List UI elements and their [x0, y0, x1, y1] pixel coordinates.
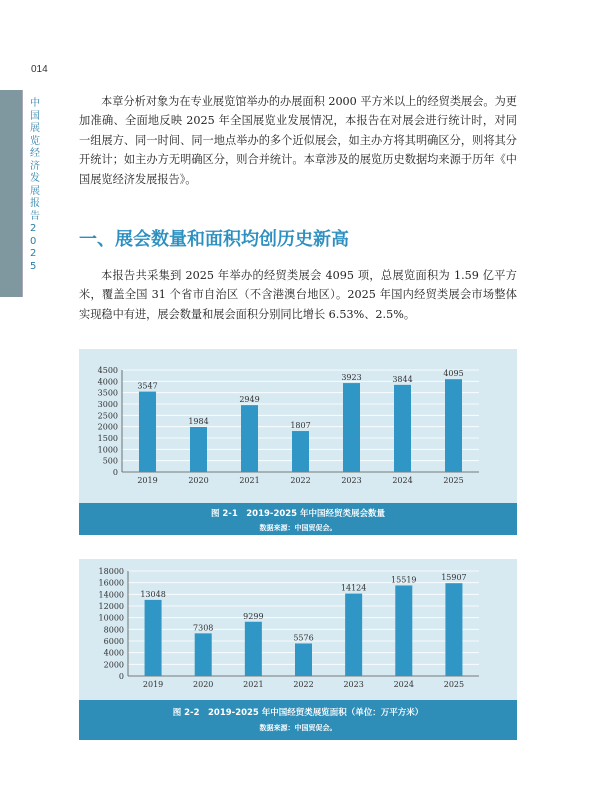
- data-label: 15519: [391, 575, 417, 585]
- figure-exhibition-area: [79, 559, 517, 740]
- y-tick-label: 4500: [97, 366, 118, 375]
- side-divider: [22, 90, 23, 297]
- x-tick-label: 2024: [393, 680, 414, 689]
- y-tick-label: 2000: [103, 660, 124, 670]
- y-tick-label: 12000: [98, 602, 124, 611]
- x-tick-label: 2020: [193, 680, 214, 689]
- data-label: 4095: [443, 369, 464, 379]
- figure-source: 数据来源：中国贸促会。: [259, 524, 337, 532]
- section-heading: 一、展会数量和面积均创历史新高: [79, 229, 349, 250]
- data-label: 14124: [340, 583, 367, 593]
- data-label: 1984: [188, 417, 209, 427]
- section-paragraph: 本报告共采集到 2025 年举办的经贸类展会 4095 项，总展览面积为 1.59 亿平方米，覆盖全国 31 个省市自治区（不含港澳台地区）。2025 年国内经贸类展会市场整体实现稳中有进，展会数量和展会面积分别同比增长 6.53%、2.5%。: [79, 269, 517, 321]
- bar: [241, 405, 258, 472]
- bar: [445, 379, 462, 472]
- y-tick-label: 1000: [97, 445, 118, 455]
- y-tick-label: 2000: [97, 422, 118, 432]
- bar: [345, 594, 362, 676]
- bar: [445, 583, 462, 676]
- y-tick-label: 16000: [98, 578, 124, 588]
- figure-caption-box: [79, 700, 517, 740]
- y-tick-label: 10000: [98, 613, 124, 623]
- x-tick-label: 2023: [343, 680, 364, 689]
- data-label: 1807: [290, 421, 311, 431]
- y-tick-label: 2500: [97, 411, 118, 421]
- chart-exhibition-count: [79, 349, 517, 489]
- x-tick-label: 2022: [290, 476, 311, 485]
- x-tick-label: 2023: [341, 476, 362, 485]
- x-tick-label: 2021: [239, 476, 260, 485]
- x-tick-label: 2019: [142, 680, 164, 689]
- y-tick-label: 18000: [98, 567, 124, 576]
- data-label: 5576: [293, 633, 314, 643]
- y-tick-label: 8000: [103, 625, 124, 635]
- x-tick-label: 2019: [137, 476, 158, 485]
- x-tick-label: 2025: [443, 680, 465, 689]
- y-tick-label: 14000: [98, 590, 124, 600]
- y-tick-label: 3000: [97, 400, 118, 409]
- figure-exhibition-count: [79, 349, 517, 535]
- x-tick-label: 2024: [392, 476, 413, 485]
- y-tick-label: 6000: [103, 637, 124, 646]
- data-label: 3844: [392, 374, 413, 384]
- bar: [195, 633, 212, 676]
- y-tick-label: 0: [112, 468, 118, 477]
- y-tick-label: 3500: [97, 388, 118, 398]
- page-number: 014: [31, 64, 48, 75]
- data-label: 13048: [140, 589, 166, 599]
- x-tick-label: 2021: [243, 680, 264, 689]
- y-tick-label: 0: [118, 672, 124, 681]
- bar: [395, 585, 412, 676]
- side-report-title: 中国展览经济发展报告2025: [30, 98, 40, 272]
- bar: [245, 622, 262, 676]
- x-tick-label: 2025: [443, 476, 464, 485]
- data-label: 9299: [243, 611, 264, 621]
- bar: [292, 431, 309, 472]
- x-tick-label: 2022: [293, 680, 314, 689]
- figure-caption: 图 2-2 2019-2025 年中国经贸类展览面积（单位：万平方米）: [172, 708, 424, 718]
- y-tick-label: 4000: [97, 377, 118, 387]
- bar: [190, 427, 207, 472]
- intro-paragraph: 本章分析对象为在专业展览馆举办的办展面积 2000 平方米以上的经贸类展会。为更加准确、全面地反映 2025 年全国展览业发展情况，本报告在对展会进行统计时，对同一组展方、同一时间、同一地点举办的多个近似展会，如主办方将其明确区分，则将其分开统计；如主办方无明确区分，则合并统计。本章涉及的展览历史数据均来源于历年《中国展览经济发展报告》。: [79, 95, 517, 186]
- bar: [295, 643, 312, 676]
- data-label: 3547: [137, 381, 158, 391]
- bar: [139, 392, 156, 472]
- y-tick-label: 500: [102, 456, 118, 466]
- y-tick-label: 1500: [97, 434, 118, 443]
- figure-source: 数据来源：中国贸促会。: [259, 724, 337, 732]
- y-tick-label: 4000: [103, 648, 124, 658]
- data-label: 7308: [193, 623, 214, 633]
- figure-caption: 图 2-1 2019-2025 年中国经贸类展会数量: [210, 509, 386, 519]
- bar: [145, 600, 162, 676]
- data-label: 3923: [341, 373, 362, 383]
- side-tab: [0, 90, 22, 297]
- x-tick-label: 2020: [188, 476, 209, 485]
- bar: [394, 385, 411, 472]
- chart-exhibition-area: [79, 559, 517, 689]
- data-label: 2949: [239, 395, 260, 405]
- figure-caption-box: [79, 503, 517, 535]
- data-label: 15907: [441, 573, 467, 583]
- bar: [343, 383, 360, 472]
